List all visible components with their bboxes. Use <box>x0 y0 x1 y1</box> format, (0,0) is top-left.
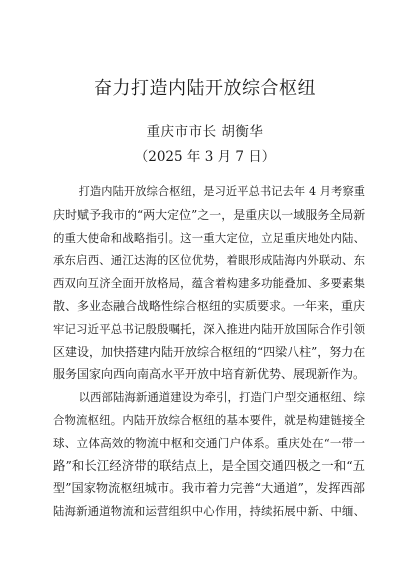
body-line: 合物流枢纽。内陆开放综合枢纽的基本要件，就是构建链接全 <box>53 412 365 427</box>
body-line: 以西部陆海新通道建设为牵引，打造门户型交通枢纽、综 <box>78 390 365 405</box>
body-line: 陆海新通道物流和运营组织中心作用，持续拓展中新、中缅、 <box>53 504 365 519</box>
body-line: 西双向互济全面开放格局，蕴含着构建多功能叠加、多要素集 <box>53 276 365 291</box>
body-line: 型”国家物流枢纽城市。我市着力完善“大通道”，发挥西部 <box>53 481 365 496</box>
body-line: 路”和长江经济带的联结点上，是全国交通四极之一和“五 <box>53 457 365 473</box>
document-body <box>53 181 365 523</box>
body-line: 打造内陆开放综合枢纽，是习近平总书记去年 4 月考察重 <box>78 185 365 198</box>
body-line: 庆时赋予我市的“两大定位”之一，是重庆以一域服务全局新 <box>53 207 365 222</box>
document-date: （2025 年 3 月 7 日） <box>134 149 276 165</box>
body-line: 区建设，加快搭建内陆开放综合枢纽的“四梁八柱”，努力在 <box>53 344 365 359</box>
body-line: 牢记习近平总书记殷殷嘱托，深入推进内陆开放国际合作引领 <box>53 321 365 336</box>
document-title: 奋力打造内陆开放综合枢纽 <box>94 78 316 99</box>
body-line: 服务国家向西向南高水平开放中培育新优势、展现新作为。 <box>53 367 365 382</box>
document-author: 重庆市市长 胡衡华 <box>146 124 264 140</box>
body-line: 球、立体高效的物流中枢和交通门户体系。重庆处在“一带一 <box>53 435 365 450</box>
body-line: 散、多业态融合战略性综合枢纽的实质要求。一年来，重庆 <box>53 298 365 313</box>
body-line: 承东启西、通江达海的区位优势，着眼形成陆海内外联动、东 <box>53 253 365 268</box>
body-line: 的重大使命和战略指引。这一重大定位，立足重庆地处内陆、 <box>53 230 365 245</box>
